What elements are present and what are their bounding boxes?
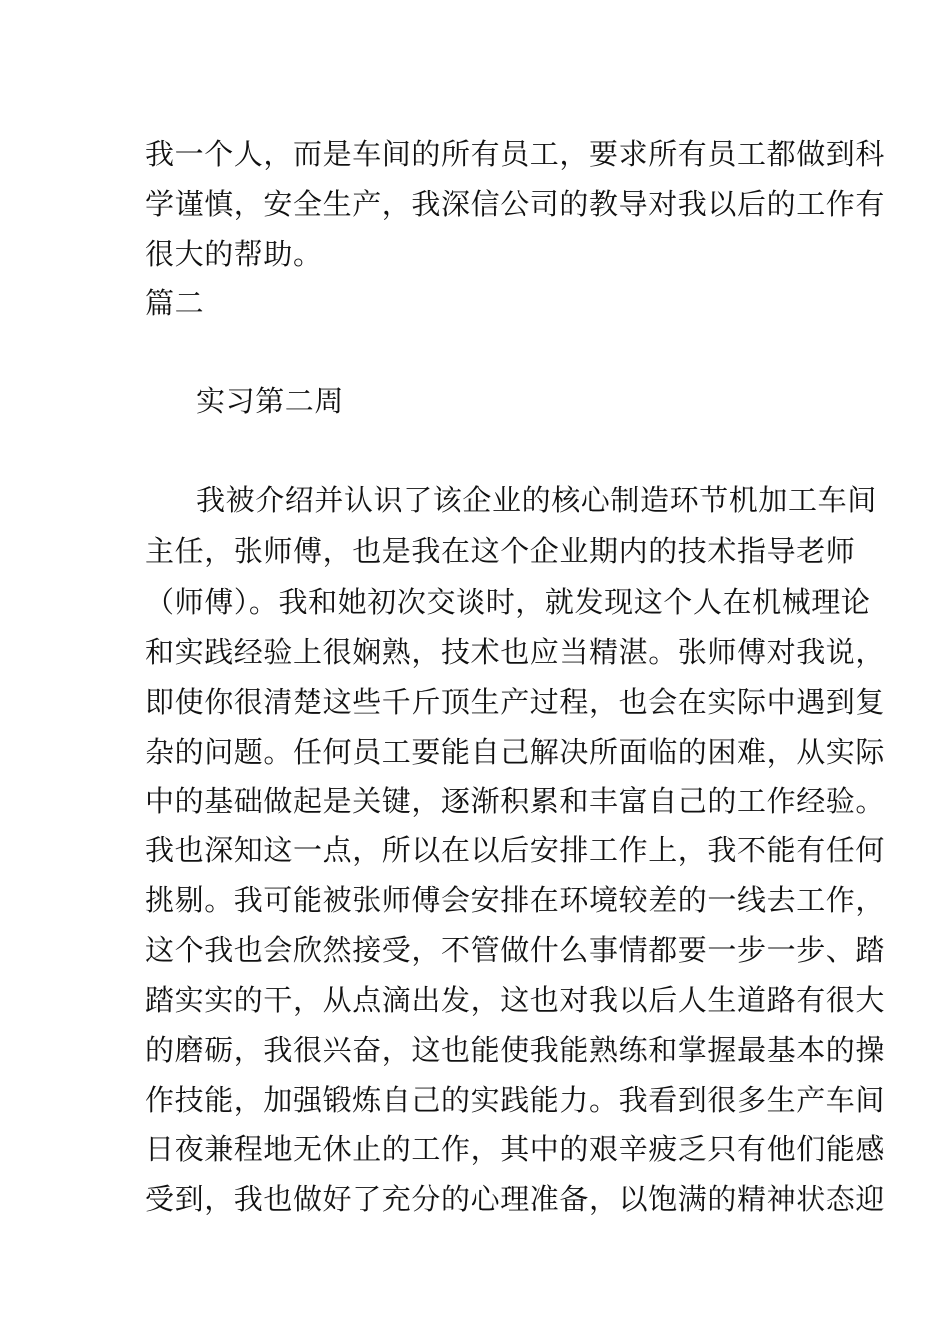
paragraph-line: 作技能，加强锻炼自己的实践能力。我看到很多生产车间	[145, 1083, 886, 1117]
paragraph-line: 日夜兼程地无休止的工作，其中的艰辛疲乏只有他们能感	[145, 1132, 886, 1166]
paragraph-line: 的磨砺，我很兴奋，这也能使我能熟练和掌握最基本的操	[145, 1033, 886, 1067]
paragraph-line: 主任，张师傅，也是我在这个企业期内的技术指导老师	[145, 534, 856, 568]
paragraph-line: 我一个人，而是车间的所有员工，要求所有员工都做到科	[145, 137, 886, 171]
paragraph-line: 杂的问题。任何员工要能自己解决所面临的困难，从实际	[145, 735, 886, 769]
paragraph-line: 和实践经验上很娴熟，技术也应当精湛。张师傅对我说，	[145, 635, 886, 669]
paragraph-line: 中的基础做起是关键，逐渐积累和丰富自己的工作经验。	[145, 784, 886, 818]
paragraph-line: 学谨慎，安全生产，我深信公司的教导对我以后的工作有	[145, 187, 886, 221]
paragraph-line: 我被介绍并认识了该企业的核心制造环节机加工车间	[196, 483, 877, 517]
paragraph-line: 我也深知这一点，所以在以后安排工作上，我不能有任何	[145, 833, 886, 867]
paragraph-line: 即使你很清楚这些千斤顶生产过程，也会在实际中遇到复	[145, 685, 886, 719]
paragraph-line: 这个我也会欣然接受，不管做什么事情都要一步一步、踏	[145, 933, 886, 967]
section-subtitle: 实习第二周	[196, 384, 345, 418]
paragraph-line: 很大的帮助。	[145, 237, 323, 271]
paragraph-line: 受到，我也做好了充分的心理准备，以饱满的精神状态迎	[145, 1182, 886, 1216]
paragraph-line: （师傅）。我和她初次交谈时，就发现这个人在机械理论	[145, 585, 871, 619]
section-label: 篇二	[145, 286, 205, 320]
paragraph-line: 踏实实的干，从点滴出发，这也对我以后人生道路有很大	[145, 983, 886, 1017]
paragraph-line: 挑剔。我可能被张师傅会安排在环境较差的一线去工作，	[145, 883, 886, 917]
